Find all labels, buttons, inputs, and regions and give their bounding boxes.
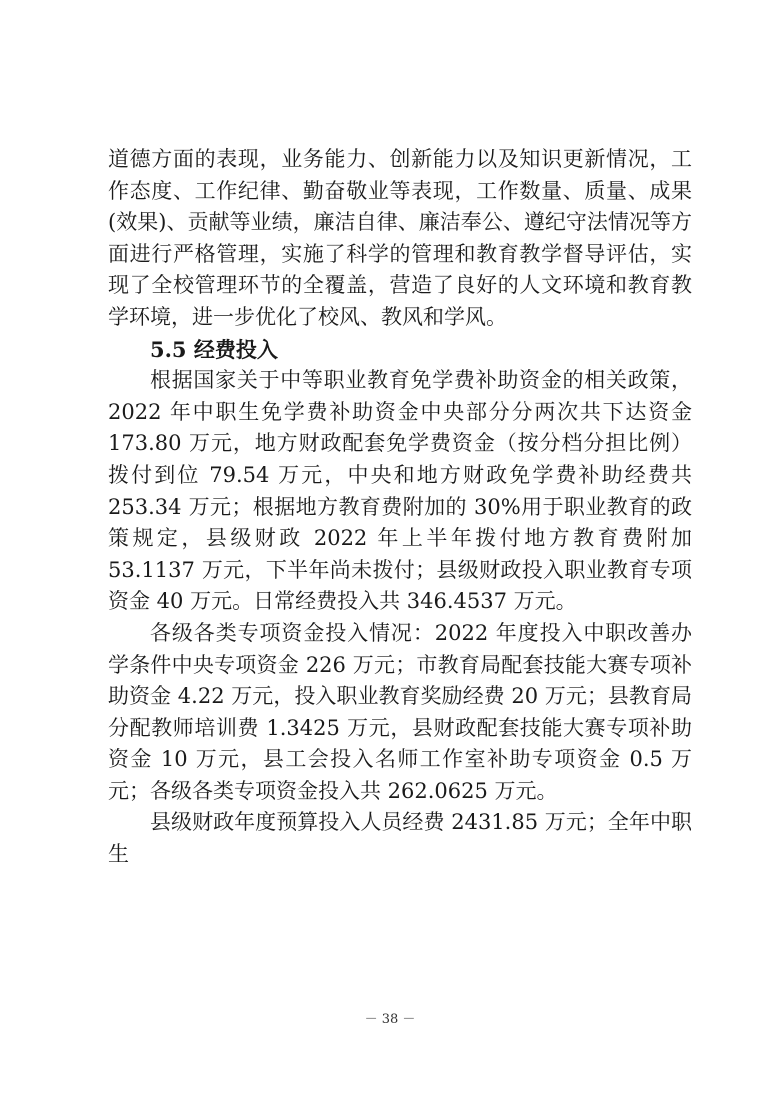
paragraph-management: 道德方面的表现，业务能力、创新能力以及知识更新情况，工作态度、工作纪律、勤奋敬业等表现，工作数量、质量、成果(效果)、贡献等业绩，廉洁自律、廉洁奉公、遵纪守法情况等方面进行严格管理，实施了科学的管理和教育教学督导评估，实现了全校管理环节的全覆盖，营造了良好的人文环境和教育教学环境，进一步优化了校风、教风和学风。	[108, 147, 692, 329]
page-content	[108, 144, 692, 871]
section-heading-funding: 5.5 经费投入	[150, 336, 278, 362]
paragraph-personnel-funds: 县级财政年度预算投入人员经费 2431.85 万元；全年中职生	[108, 810, 692, 867]
paragraph-funding-policy: 根据国家关于中等职业教育免学费补助资金的相关政策，2022 年中职生免学费补助资金中央部分分两次共下达资金 173.80 万元，地方财政配套免学费资金（按分档分担比例）拨付到位 79.54 万元，中央和地方财政免学费补助经费共 253.34 万元；根据地方教育费附加的 30%用于职业教育的政策规定，县级财政 2022 年上半年拨付地方教育费附加 53.1137 万元，下半年尚未拨付；县级财政投入职业教育专项资金 40 万元。日常经费投入共 346.4537 万元。	[108, 368, 692, 614]
page-number: － 38 －	[364, 1012, 416, 1027]
paragraph-special-funds: 各级各类专项资金投入情况：2022 年度投入中职改善办学条件中央专项资金 226 万元；市教育局配套技能大赛专项补助资金 4.22 万元，投入职业教育奖励经费 20 万元；县教育局分配教师培训费 1.3425 万元，县财政配套技能大赛专项补助资金 10 万元，县工会投入名师工作室补助专项资金 0.5 万元；各级各类专项资金投入共 262.0625 万元。	[108, 620, 692, 803]
